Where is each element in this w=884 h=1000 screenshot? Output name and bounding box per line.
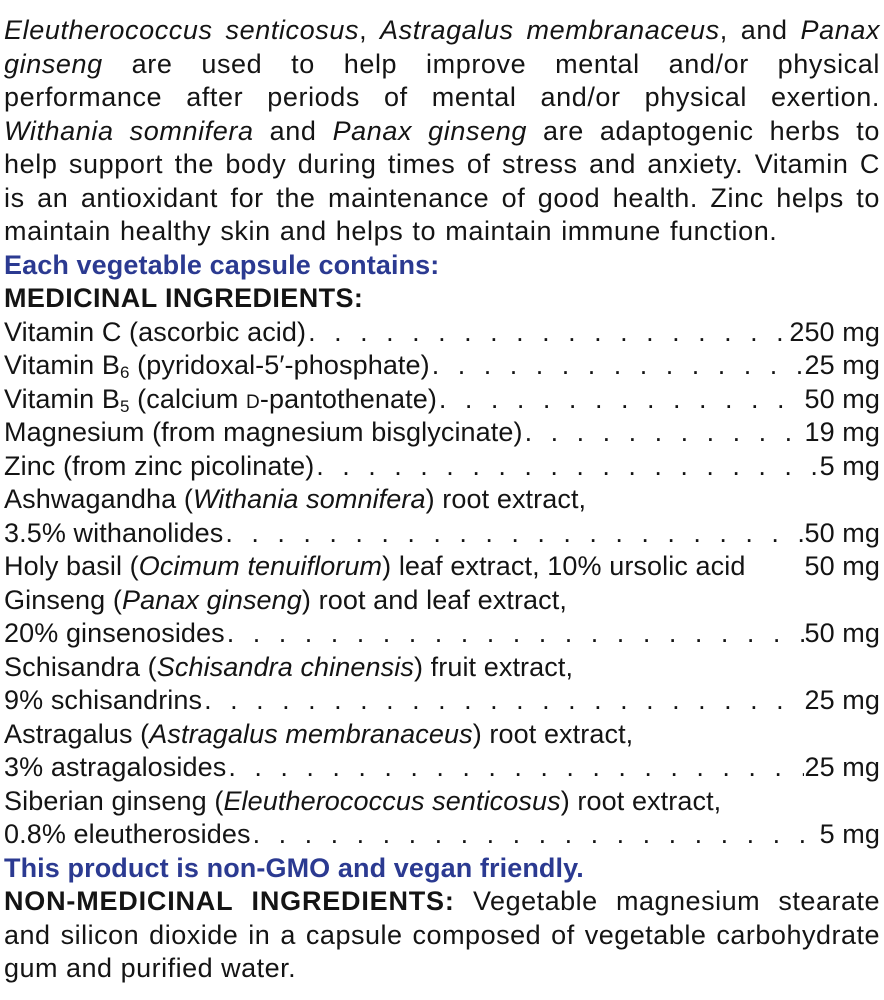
ingredient-standardization: 3% astragalosides <box>4 752 227 782</box>
name-part: Holy basil ( <box>4 551 139 581</box>
ingredient-amount: 50 mg <box>804 618 880 648</box>
ingredient-name <box>4 550 745 584</box>
ingredient-row <box>4 450 880 484</box>
ingredient-amount: 50 mg <box>804 383 880 414</box>
ingredient-row <box>4 416 880 450</box>
ingredient-amount: 25 mg <box>804 685 880 715</box>
ingredient-amount: 50 mg <box>804 551 880 581</box>
capsule-heading: Each vegetable capsule contains: <box>4 249 440 280</box>
ingredient-row <box>4 751 880 785</box>
intro-text: are adaptogenic herbs to help support the body during times of stress and anxiety. Vitamin C is an antioxidant for the maintenance of good health. Zinc helps to maintain healthy skin and helps to maintain immune function. <box>4 115 880 246</box>
ingredient-amount: 5 mg <box>819 819 880 849</box>
ingredient-amount: 25 mg <box>804 350 880 380</box>
name-part: Ashwagandha ( <box>4 484 193 514</box>
name-part: (calcium <box>129 383 247 414</box>
leader-dots <box>306 316 789 350</box>
claims-paragraph <box>4 14 880 249</box>
leader-dots <box>226 751 804 785</box>
non-medicinal-label: NON-MEDICINAL INGREDIENTS: <box>4 886 455 916</box>
leader-dots <box>430 349 805 383</box>
name-part: (pyridoxal-5′-phosphate) <box>129 350 430 380</box>
species-eleutherococcus: Eleutherococcus senticosus <box>4 15 360 45</box>
ingredient-standardization: 3.5% withanolides <box>4 517 224 548</box>
species-name: Withania somnifera <box>192 484 426 514</box>
ingredient-amount: 19 mg <box>804 417 880 447</box>
name-part: Vitamin B <box>4 383 120 414</box>
ingredient-amount: 5 mg <box>819 450 880 481</box>
species-withania: Withania somnifera <box>4 115 254 146</box>
gmo-statement: This product is non-GMO and vegan friendly. <box>4 852 584 883</box>
name-part: ) leaf extract, 10% ursolic acid <box>382 551 746 581</box>
intro-text: and <box>253 115 333 146</box>
species-astragalus: Astragalus membranaceus <box>380 15 720 45</box>
name-part: ) root extract, <box>472 718 634 749</box>
species-name: Eleutherococcus senticosus <box>223 785 561 816</box>
ingredient-name: Zinc (from zinc picolinate) <box>4 450 315 481</box>
leader-dots <box>223 517 804 551</box>
non-medicinal-text: Vegetable magnesium stearate and silicon dioxide in a capsule composed of vegetable carbohydrate gum and purified water. <box>4 886 880 983</box>
name-part: Siberian ginseng ( <box>4 785 224 816</box>
ingredient-name-line <box>4 718 880 752</box>
ingredient-row <box>4 818 880 852</box>
ingredient-name: Vitamin C (ascorbic acid) <box>4 316 307 347</box>
intro-text: , <box>359 15 381 45</box>
medicinal-heading: MEDICINAL INGREDIENTS: <box>4 283 364 313</box>
species-name: Astragalus membranaceus <box>149 718 473 749</box>
ingredient-name-line <box>4 651 880 685</box>
ingredient-name <box>4 383 437 417</box>
ingredient-name-line <box>4 584 880 618</box>
ingredient-name <box>4 349 430 383</box>
ingredient-name: Magnesium (from magnesium bisglycinate) <box>4 417 523 447</box>
species-name: Panax ginseng <box>121 584 302 615</box>
leader-dots <box>202 684 804 718</box>
leader-dots <box>314 450 819 484</box>
name-subscript: 5 <box>119 396 130 416</box>
intro-text: , and <box>719 15 801 45</box>
ingredient-name-line <box>4 483 880 517</box>
non-medicinal-ingredients <box>4 885 880 986</box>
ingredient-row <box>4 383 880 417</box>
ingredient-row <box>4 550 880 584</box>
name-part: ) root and leaf extract, <box>301 584 567 615</box>
name-part: Schisandra ( <box>4 651 157 682</box>
ingredient-row <box>4 684 880 718</box>
name-part: Vitamin B <box>4 350 120 380</box>
ingredient-amount: 25 mg <box>804 752 880 782</box>
species-name: Ocimum tenuiflorum <box>138 551 383 581</box>
ingredient-row <box>4 349 880 383</box>
name-part: ) fruit extract, <box>413 651 574 682</box>
ingredient-standardization: 0.8% eleutherosides <box>4 819 251 849</box>
ingredient-amount: 50 mg <box>804 517 880 548</box>
ingredient-row <box>4 617 880 651</box>
ingredient-standardization: 20% ginsenosides <box>4 618 225 648</box>
ingredient-standardization: 9% schisandrins <box>4 685 203 715</box>
name-part: Ginseng ( <box>4 584 122 615</box>
species-name: Schisandra chinensis <box>156 651 414 682</box>
leader-dots <box>251 818 820 852</box>
ingredient-list <box>4 316 880 852</box>
leader-dots <box>523 416 805 450</box>
leader-dots <box>225 617 805 651</box>
name-small-caps: d <box>246 383 260 414</box>
name-part: Astragalus ( <box>4 718 150 749</box>
name-subscript: 6 <box>119 363 130 382</box>
intro-text: are used to help improve mental and/or physical performance after periods of mental and/or physical exertion. <box>4 48 880 112</box>
name-part: ) root extract, <box>425 484 587 514</box>
ingredient-amount: 250 mg <box>789 316 880 347</box>
ingredient-row <box>4 517 880 551</box>
leader-dots <box>437 383 805 417</box>
species-panax: Panax ginseng <box>4 15 881 79</box>
name-part: -pantothenate) <box>259 383 437 414</box>
species-panax: Panax ginseng <box>332 115 527 146</box>
ingredient-row <box>4 316 880 350</box>
ingredient-name-line <box>4 785 880 819</box>
name-part: ) root extract, <box>560 785 722 816</box>
